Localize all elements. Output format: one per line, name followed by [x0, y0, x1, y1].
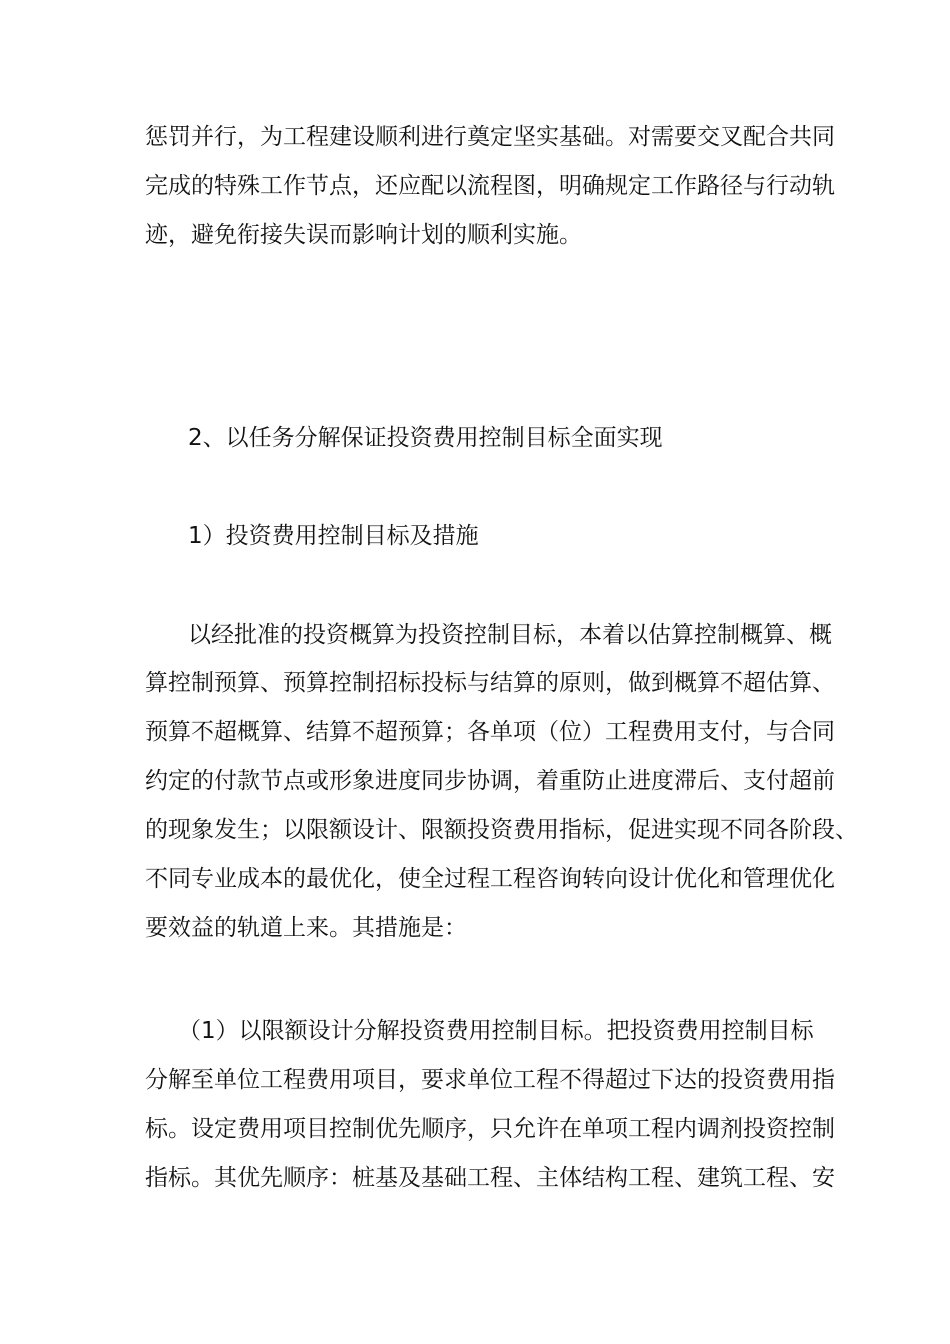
- text-line: 分解至单位工程费用项目，要求单位工程不得超过下达的投资费用指: [145, 1067, 835, 1093]
- text-line: 完成的特殊工作节点，还应配以流程图，明确规定工作路径与行动轨: [145, 173, 835, 199]
- text-line: 算控制预算、预算控制招标投标与结算的原则，做到概算不超估算、: [145, 670, 835, 696]
- text-line: 预算不超概算、结算不超预算；各单项（位）工程费用支付，与合同: [145, 719, 835, 745]
- text-line: 以经批准的投资概算为投资控制目标，本着以估算控制概算、概: [188, 622, 832, 648]
- text-line: 不同专业成本的最优化，使全过程工程咨询转向设计优化和管理优化: [145, 866, 835, 892]
- text-line: 要效益的轨道上来。其措施是：: [145, 915, 467, 941]
- section-heading: 2、以任务分解保证投资费用控制目标全面实现: [188, 425, 663, 451]
- text-line: 标。设定费用项目控制优先顺序，只允许在单项工程内调剂投资控制: [145, 1116, 835, 1142]
- text-line: 惩罚并行，为工程建设顺利进行奠定坚实基础。对需要交叉配合共同: [145, 124, 835, 150]
- text-line: 的现象发生；以限额设计、限额投资费用指标，促进实现不同各阶段、: [145, 817, 858, 843]
- subsection-heading: 1）投资费用控制目标及措施: [188, 523, 479, 549]
- text-line: 迹，避免衔接失误而影响计划的顺利实施。: [145, 222, 582, 248]
- text-line: （1）以限额设计分解投资费用控制目标。把投资费用控制目标: [178, 1018, 814, 1044]
- text-line: 约定的付款节点或形象进度同步协调，着重防止进度滞后、支付超前: [145, 768, 835, 794]
- text-line: 指标。其优先顺序：桩基及基础工程、主体结构工程、建筑工程、安: [145, 1165, 835, 1191]
